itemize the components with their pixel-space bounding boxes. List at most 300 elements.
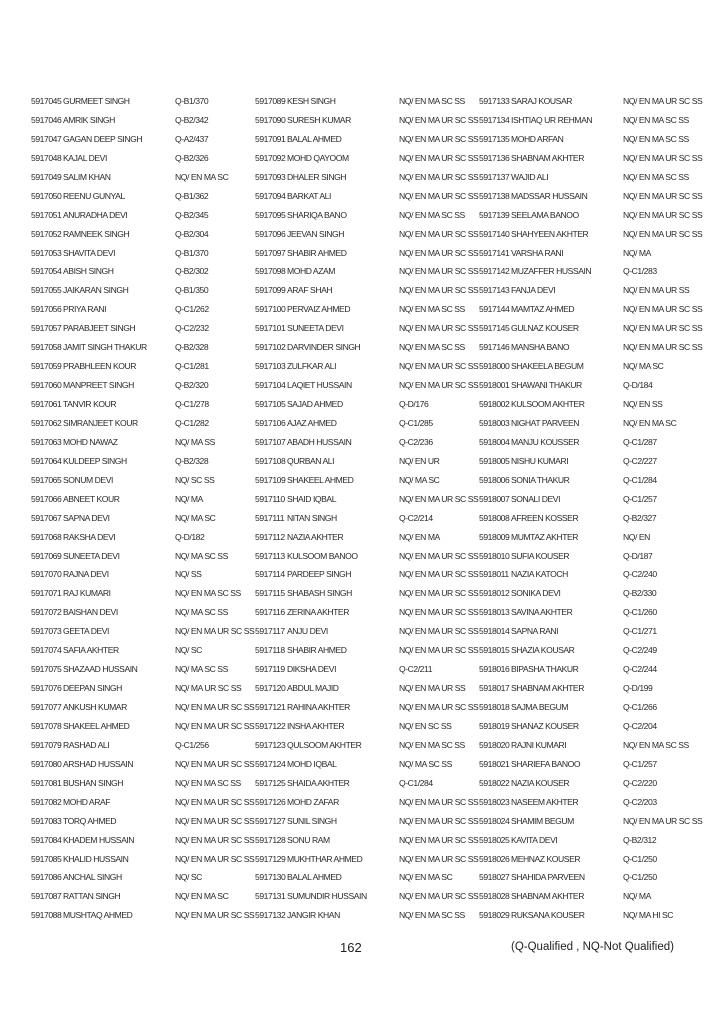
result: Q-C1/266 xyxy=(623,702,657,712)
result: Q-B2/342 xyxy=(175,114,209,125)
result: NQ/ EN MA UR SC SS xyxy=(175,834,255,845)
result: NQ/ EN MA UR SC SS xyxy=(623,304,703,315)
candidate-name: ANKUSH KUMAR xyxy=(63,702,127,712)
result: NQ/ SC xyxy=(175,872,202,883)
table-row xyxy=(255,625,479,644)
table-row xyxy=(479,890,703,909)
table-row xyxy=(255,739,479,758)
roll-number: 5917076 xyxy=(31,683,62,694)
result: NQ/ MA SS xyxy=(175,436,215,447)
table-row xyxy=(31,701,255,720)
roll-number: 5917083 xyxy=(31,815,62,826)
roll-number: 5917086 xyxy=(31,872,62,883)
result: NQ/ MA SC xyxy=(623,361,664,372)
roll-number: 5917129 xyxy=(255,853,286,864)
column-group-2 xyxy=(255,95,479,928)
roll-number: 5918004 xyxy=(479,436,510,447)
roll-number: 5917074 xyxy=(31,645,62,656)
table-row xyxy=(479,777,703,796)
result: NQ/ EN MA UR SC SS xyxy=(399,190,479,201)
candidate-name: ANJU DEVI xyxy=(287,626,328,637)
candidate-name: SHAZIA KOUSAR xyxy=(511,645,575,656)
result: Q-C1/284 xyxy=(399,777,433,788)
result: NQ/ EN MA UR SC SS xyxy=(399,361,479,372)
result: NQ/ EN MA UR SC SS xyxy=(399,626,479,637)
result: NQ/ EN MA UR SC SS xyxy=(623,190,703,201)
result: NQ/ EN SC SS xyxy=(399,720,452,731)
table-row xyxy=(31,550,255,569)
table-row xyxy=(31,95,255,114)
roll-number: 5917075 xyxy=(31,664,62,675)
candidate-name: ABADH HUSSAIN xyxy=(287,436,352,447)
result: Q-C1/256 xyxy=(175,739,209,750)
roll-number: 5918011 xyxy=(479,569,509,580)
roll-number: 5917094 xyxy=(255,190,286,201)
table-row xyxy=(255,209,479,228)
candidate-name: PARABJEET SINGH xyxy=(63,323,136,334)
candidate-name: AMRIK SINGH xyxy=(63,114,115,125)
table-row xyxy=(31,871,255,890)
table-row xyxy=(479,474,703,493)
candidate-name: SAFIA AKHTER xyxy=(63,645,119,656)
result: Q-C1/257 xyxy=(623,758,657,769)
result: Q-D/199 xyxy=(623,683,653,694)
result: NQ/ EN MA UR SS xyxy=(623,285,690,296)
table-row xyxy=(31,379,255,398)
candidate-name: JAMIT SINGH THAKUR xyxy=(63,342,147,353)
result: Q-C1/278 xyxy=(175,399,209,409)
roll-number: 5917081 xyxy=(31,777,62,788)
table-row xyxy=(255,701,479,720)
candidate-name: SONU RAM xyxy=(287,834,330,845)
candidate-name: SUFIA KOUSER xyxy=(511,550,570,561)
candidate-name: INSHA AKHTER xyxy=(287,720,345,731)
roll-number: 5917058 xyxy=(31,342,62,353)
table-row xyxy=(31,284,255,303)
roll-number: 5917137 xyxy=(479,171,510,182)
result: NQ/ EN MA UR SC SS xyxy=(399,171,479,182)
result: NQ/ EN MA UR SC SS xyxy=(399,834,479,845)
table-row xyxy=(255,284,479,303)
table-row xyxy=(479,152,703,171)
candidate-name: SHAKEELA BEGUM xyxy=(511,361,584,372)
table-row xyxy=(255,265,479,284)
candidate-name: ARSHAD HUSSAIN xyxy=(63,758,134,769)
result: Q-C1/282 xyxy=(175,417,209,428)
candidate-name: SAPNA RANI xyxy=(511,626,559,637)
roll-number: 5917136 xyxy=(479,152,510,163)
roll-number: 5917080 xyxy=(31,758,62,769)
result: Q-C1/250 xyxy=(623,853,657,864)
result: NQ/ EN MA UR SC SS xyxy=(399,891,479,902)
result: NQ/ EN MA UR SC SS xyxy=(399,380,479,391)
roll-number: 5918019 xyxy=(479,720,510,731)
result: Q-B2/327 xyxy=(623,512,657,523)
table-row xyxy=(479,322,703,341)
candidate-name: PRABHLEEN KOUR xyxy=(63,361,136,372)
roll-number: 5917103 xyxy=(255,361,286,372)
candidate-name: SAPNA DEVI xyxy=(63,512,110,523)
roll-number: 5918001 xyxy=(479,380,510,391)
roll-number: 5917085 xyxy=(31,853,62,864)
table-row xyxy=(31,474,255,493)
table-row xyxy=(255,815,479,834)
candidate-name: MOHD ARFAN xyxy=(511,133,564,144)
roll-number: 5917106 xyxy=(255,417,286,428)
result: Q-C2/203 xyxy=(623,796,657,807)
column-group-3 xyxy=(479,95,703,928)
result: NQ/ EN MA UR SC SS xyxy=(175,702,255,712)
result: Q-D/184 xyxy=(623,380,653,391)
table-row xyxy=(479,171,703,190)
result: Q-B1/370 xyxy=(175,96,209,106)
table-row xyxy=(479,512,703,531)
roll-number: 5917145 xyxy=(479,323,510,334)
table-row xyxy=(31,341,255,360)
result: NQ/ EN MA UR SC SS xyxy=(623,96,703,106)
table-row xyxy=(255,190,479,209)
result: Q-C1/271 xyxy=(623,626,657,637)
result: Q-B2/330 xyxy=(623,588,657,599)
roll-number: 5917102 xyxy=(255,342,286,353)
table-row xyxy=(31,682,255,701)
candidate-name: REENU GUNYAL xyxy=(63,190,125,201)
roll-number: 5917060 xyxy=(31,380,62,391)
roll-number: 5917090 xyxy=(255,114,286,125)
roll-number: 5917057 xyxy=(31,323,62,334)
table-row xyxy=(479,247,703,266)
candidate-name: JAIKARAN SINGH xyxy=(63,285,129,296)
table-row xyxy=(31,152,255,171)
table-row xyxy=(255,512,479,531)
candidate-name: NAZIA AKHTER xyxy=(287,531,344,542)
roll-number: 5917146 xyxy=(479,342,510,353)
candidate-name: PRIYA RANI xyxy=(63,304,107,315)
candidate-name: MEHNAZ KOUSER xyxy=(511,853,581,864)
table-row xyxy=(31,247,255,266)
roll-number: 5917059 xyxy=(31,361,62,372)
table-row xyxy=(31,758,255,777)
result: NQ/ EN MA UR SC SS xyxy=(399,285,479,296)
column-group-1 xyxy=(31,95,255,928)
table-row xyxy=(479,114,703,133)
roll-number: 5917134 xyxy=(479,114,510,125)
candidate-name: AFREEN KOSSER xyxy=(511,512,579,523)
result: NQ/ EN MA SC SS xyxy=(623,739,689,750)
result: NQ/ EN MA SC xyxy=(175,891,229,902)
roll-number: 5917073 xyxy=(31,626,62,637)
candidate-name: DARVINDER SINGH xyxy=(287,342,361,353)
candidate-name: DIKSHA DEVI xyxy=(287,664,337,675)
result: NQ/ EN MA UR SC SS xyxy=(399,853,479,864)
table-row xyxy=(479,871,703,890)
table-row xyxy=(31,303,255,322)
roll-number: 5917088 xyxy=(31,910,62,921)
result: Q-A2/437 xyxy=(175,133,209,144)
table-row xyxy=(255,455,479,474)
table-row xyxy=(255,303,479,322)
result: NQ/ EN MA UR SC SS xyxy=(399,133,479,144)
roll-number: 5918007 xyxy=(479,493,510,504)
roll-number: 5917117 xyxy=(255,626,285,637)
roll-number: 5917131 xyxy=(255,891,286,902)
candidate-name: SONIKA DEVI xyxy=(511,588,561,599)
result: NQ/ EN MA UR SC SS xyxy=(623,323,703,334)
result: NQ/ SC xyxy=(175,645,202,656)
table-row xyxy=(255,171,479,190)
roll-number: 5917123 xyxy=(255,739,286,750)
roll-number: 5917072 xyxy=(31,607,62,618)
roll-number: 5917069 xyxy=(31,550,62,561)
table-row xyxy=(255,853,479,872)
candidate-name: NISHU KUMARI xyxy=(511,455,569,466)
roll-number: 5918017 xyxy=(479,683,510,694)
table-row xyxy=(479,625,703,644)
candidate-name: TANVIR KOUR xyxy=(63,399,117,409)
table-row xyxy=(255,133,479,152)
roll-number: 5917107 xyxy=(255,436,286,447)
result: NQ/ EN MA SC SS xyxy=(399,209,465,220)
result: Q-B2/320 xyxy=(175,380,209,391)
roll-number: 5918009 xyxy=(479,531,510,542)
candidate-name: MANPREET SINGH xyxy=(63,380,134,391)
roll-number: 5917091 xyxy=(255,133,286,144)
candidate-name: SURESH KUMAR xyxy=(287,114,351,125)
candidate-name: SHAKEEL AHMED xyxy=(287,474,354,485)
result: NQ/ MA SC SS xyxy=(175,664,228,675)
table-row xyxy=(479,701,703,720)
candidate-name: SHAKEEL AHMED xyxy=(63,720,130,731)
table-row xyxy=(31,587,255,606)
candidate-name: DEEPAN SINGH xyxy=(63,683,122,694)
candidate-name: BALAL AHMED xyxy=(287,872,342,883)
table-row xyxy=(479,190,703,209)
table-row xyxy=(479,228,703,247)
roll-number: 5917111 xyxy=(255,512,285,523)
roll-number: 5917122 xyxy=(255,720,286,731)
roll-number: 5918000 xyxy=(479,361,510,372)
result: NQ/ EN MA UR SC SS xyxy=(399,247,479,258)
candidate-name: SUNEETA DEVI xyxy=(63,550,120,561)
result: Q-C2/236 xyxy=(399,436,433,447)
candidate-name: SHABNAM AKHTER xyxy=(511,683,584,694)
table-row xyxy=(31,436,255,455)
roll-number: 5917092 xyxy=(255,152,286,163)
roll-number: 5917047 xyxy=(31,133,62,144)
candidate-name: PERVAIZ AHMED xyxy=(287,304,351,315)
result: Q-C1/281 xyxy=(175,361,209,372)
result: NQ/ EN MA UR SC SS xyxy=(175,910,255,921)
result: Q-C1/250 xyxy=(623,872,657,883)
table-row xyxy=(255,493,479,512)
roll-number: 5918027 xyxy=(479,872,510,883)
candidate-name: SAJMA BEGUM xyxy=(511,702,569,712)
candidate-name: NIGHAT PARVEEN xyxy=(511,417,580,428)
candidate-name: BIPASHA THAKUR xyxy=(511,664,579,675)
roll-number: 5918026 xyxy=(479,853,510,864)
table-row xyxy=(479,341,703,360)
result: NQ/ EN MA SC SS xyxy=(399,739,465,750)
table-row xyxy=(31,209,255,228)
roll-number: 5917138 xyxy=(479,190,510,201)
page-number: 162 xyxy=(340,940,362,955)
table-row xyxy=(479,815,703,834)
roll-number: 5917109 xyxy=(255,474,286,485)
roll-number: 5917055 xyxy=(31,285,62,296)
result: NQ/ EN MA UR SC SS xyxy=(399,323,479,334)
roll-number: 5917065 xyxy=(31,474,62,485)
candidate-name: MUMTAZ AKHTER xyxy=(511,531,579,542)
roll-number: 5917054 xyxy=(31,266,62,277)
roll-number: 5917062 xyxy=(31,417,62,428)
roll-number: 5918006 xyxy=(479,474,510,485)
table-row xyxy=(31,531,255,550)
candidate-name: RAJNA DEVI xyxy=(63,569,109,580)
candidate-name: BUSHAN SINGH xyxy=(63,777,124,788)
roll-number: 5917100 xyxy=(255,304,286,315)
roll-number: 5917063 xyxy=(31,436,62,447)
roll-number: 5917144 xyxy=(479,304,510,315)
candidate-name: QULSOOM AKHTER xyxy=(287,739,362,750)
candidate-name: SHAZAAD HUSSAIN xyxy=(63,664,138,675)
candidate-name: MUZAFFER HUSSAIN xyxy=(511,266,592,277)
result: NQ/ SC SS xyxy=(175,474,215,485)
candidate-name: SEELAMA BANOO xyxy=(511,209,579,220)
result: NQ/ EN MA UR SC SS xyxy=(399,152,479,163)
candidate-name: ABDUL MAJID xyxy=(287,683,339,694)
candidate-name: RATTAN SINGH xyxy=(63,891,121,902)
table-row xyxy=(255,247,479,266)
candidate-name: ABNEET KOUR xyxy=(63,493,120,504)
candidate-name: SAJAD AHMED xyxy=(287,399,343,409)
candidate-name: RAHINA AKHTER xyxy=(287,702,350,712)
roll-number: 5917050 xyxy=(31,190,62,201)
candidate-name: BAISHAN DEVI xyxy=(63,607,118,618)
table-row xyxy=(255,152,479,171)
roll-number: 5917115 xyxy=(255,588,285,599)
roll-number: 5917099 xyxy=(255,285,286,296)
table-row xyxy=(479,853,703,872)
table-row xyxy=(479,682,703,701)
roll-number: 5917064 xyxy=(31,455,62,466)
result: Q-B2/345 xyxy=(175,209,209,220)
candidate-name: NAZIA KOUSER xyxy=(511,777,570,788)
candidate-name: NITAN SINGH xyxy=(287,512,337,523)
roll-number: 5917052 xyxy=(31,228,62,239)
result: Q-C1/262 xyxy=(175,304,209,315)
candidate-name: MUSHTAQ AHMED xyxy=(63,910,133,921)
roll-number: 5917070 xyxy=(31,569,62,580)
table-row xyxy=(479,209,703,228)
roll-number: 5917133 xyxy=(479,96,510,106)
candidate-name: JEEVAN SINGH xyxy=(287,228,344,239)
table-row xyxy=(31,777,255,796)
candidate-name: SHAVITA DEVI xyxy=(63,247,116,258)
result: Q-C1/285 xyxy=(399,417,433,428)
result: NQ/ MA SC xyxy=(399,474,440,485)
result: NQ/ MA UR SC SS xyxy=(175,683,242,694)
table-row xyxy=(31,815,255,834)
candidate-name: MOHD ZAFAR xyxy=(287,796,339,807)
roll-number: 5917140 xyxy=(479,228,510,239)
candidate-name: PARDEEP SINGH xyxy=(287,569,352,580)
roll-number: 5917127 xyxy=(255,815,286,826)
candidate-name: KHALID HUSSAIN xyxy=(63,853,129,864)
table-row xyxy=(479,663,703,682)
table-row xyxy=(255,379,479,398)
roll-number: 5917120 xyxy=(255,683,286,694)
candidate-name: MOHD ARAF xyxy=(63,796,111,807)
candidate-name: MOHD NAWAZ xyxy=(63,436,118,447)
table-row xyxy=(255,890,479,909)
result: NQ/ EN MA UR SC SS xyxy=(175,758,255,769)
table-row xyxy=(479,739,703,758)
candidate-name: SONIA THAKUR xyxy=(511,474,570,485)
roll-number: 5917077 xyxy=(31,702,62,712)
table-row xyxy=(31,720,255,739)
table-row xyxy=(31,114,255,133)
candidate-name: MADSSAR HUSSAIN xyxy=(511,190,588,201)
roll-number: 5917093 xyxy=(255,171,286,182)
roll-number: 5918022 xyxy=(479,777,510,788)
candidate-name: MANSHA BANO xyxy=(511,342,570,353)
table-row xyxy=(479,95,703,114)
table-row xyxy=(479,133,703,152)
candidate-name: BALAL AHMED xyxy=(287,133,342,144)
table-row xyxy=(479,303,703,322)
table-row xyxy=(479,720,703,739)
table-row xyxy=(255,341,479,360)
result: Q-C1/257 xyxy=(623,493,657,504)
table-row xyxy=(31,360,255,379)
roll-number: 5917135 xyxy=(479,133,510,144)
candidate-name: SHABNAM AKHTER xyxy=(511,891,584,902)
table-row xyxy=(255,587,479,606)
result: Q-B2/304 xyxy=(175,228,209,239)
roll-number: 5918014 xyxy=(479,626,510,637)
roll-number: 5917118 xyxy=(255,645,285,656)
candidate-name: SONALI DEVI xyxy=(511,493,561,504)
candidate-name: SONUM DEVI xyxy=(63,474,113,485)
result: NQ/ EN MA SC xyxy=(399,872,453,883)
candidate-name: SARAJ KOUSAR xyxy=(511,96,572,106)
result: NQ/ EN MA SC SS xyxy=(623,171,689,182)
roll-number: 5918029 xyxy=(479,910,510,921)
result: Q-C1/284 xyxy=(623,474,657,485)
candidate-name: MOHD AZAM xyxy=(287,266,335,277)
roll-number: 5917046 xyxy=(31,114,62,125)
table-row xyxy=(31,834,255,853)
table-row xyxy=(479,606,703,625)
candidate-name: ANURADHA DEVI xyxy=(63,209,128,220)
candidate-name: ZERINA AKHTER xyxy=(287,607,349,618)
table-row xyxy=(31,663,255,682)
result: NQ/ EN MA UR SC SS xyxy=(175,853,255,864)
table-row xyxy=(31,644,255,663)
result: NQ/ EN MA xyxy=(399,531,440,542)
result: NQ/ EN UR xyxy=(399,455,440,466)
result: Q-B2/302 xyxy=(175,266,209,277)
table-row xyxy=(255,777,479,796)
result: NQ/ EN MA UR SC SS xyxy=(399,228,479,239)
roll-number: 5917082 xyxy=(31,796,62,807)
table-row xyxy=(255,360,479,379)
roll-number: 5917061 xyxy=(31,399,62,409)
table-row xyxy=(31,265,255,284)
result: Q-C2/232 xyxy=(175,323,209,334)
table-row xyxy=(255,531,479,550)
result: Q-B2/328 xyxy=(175,342,209,353)
